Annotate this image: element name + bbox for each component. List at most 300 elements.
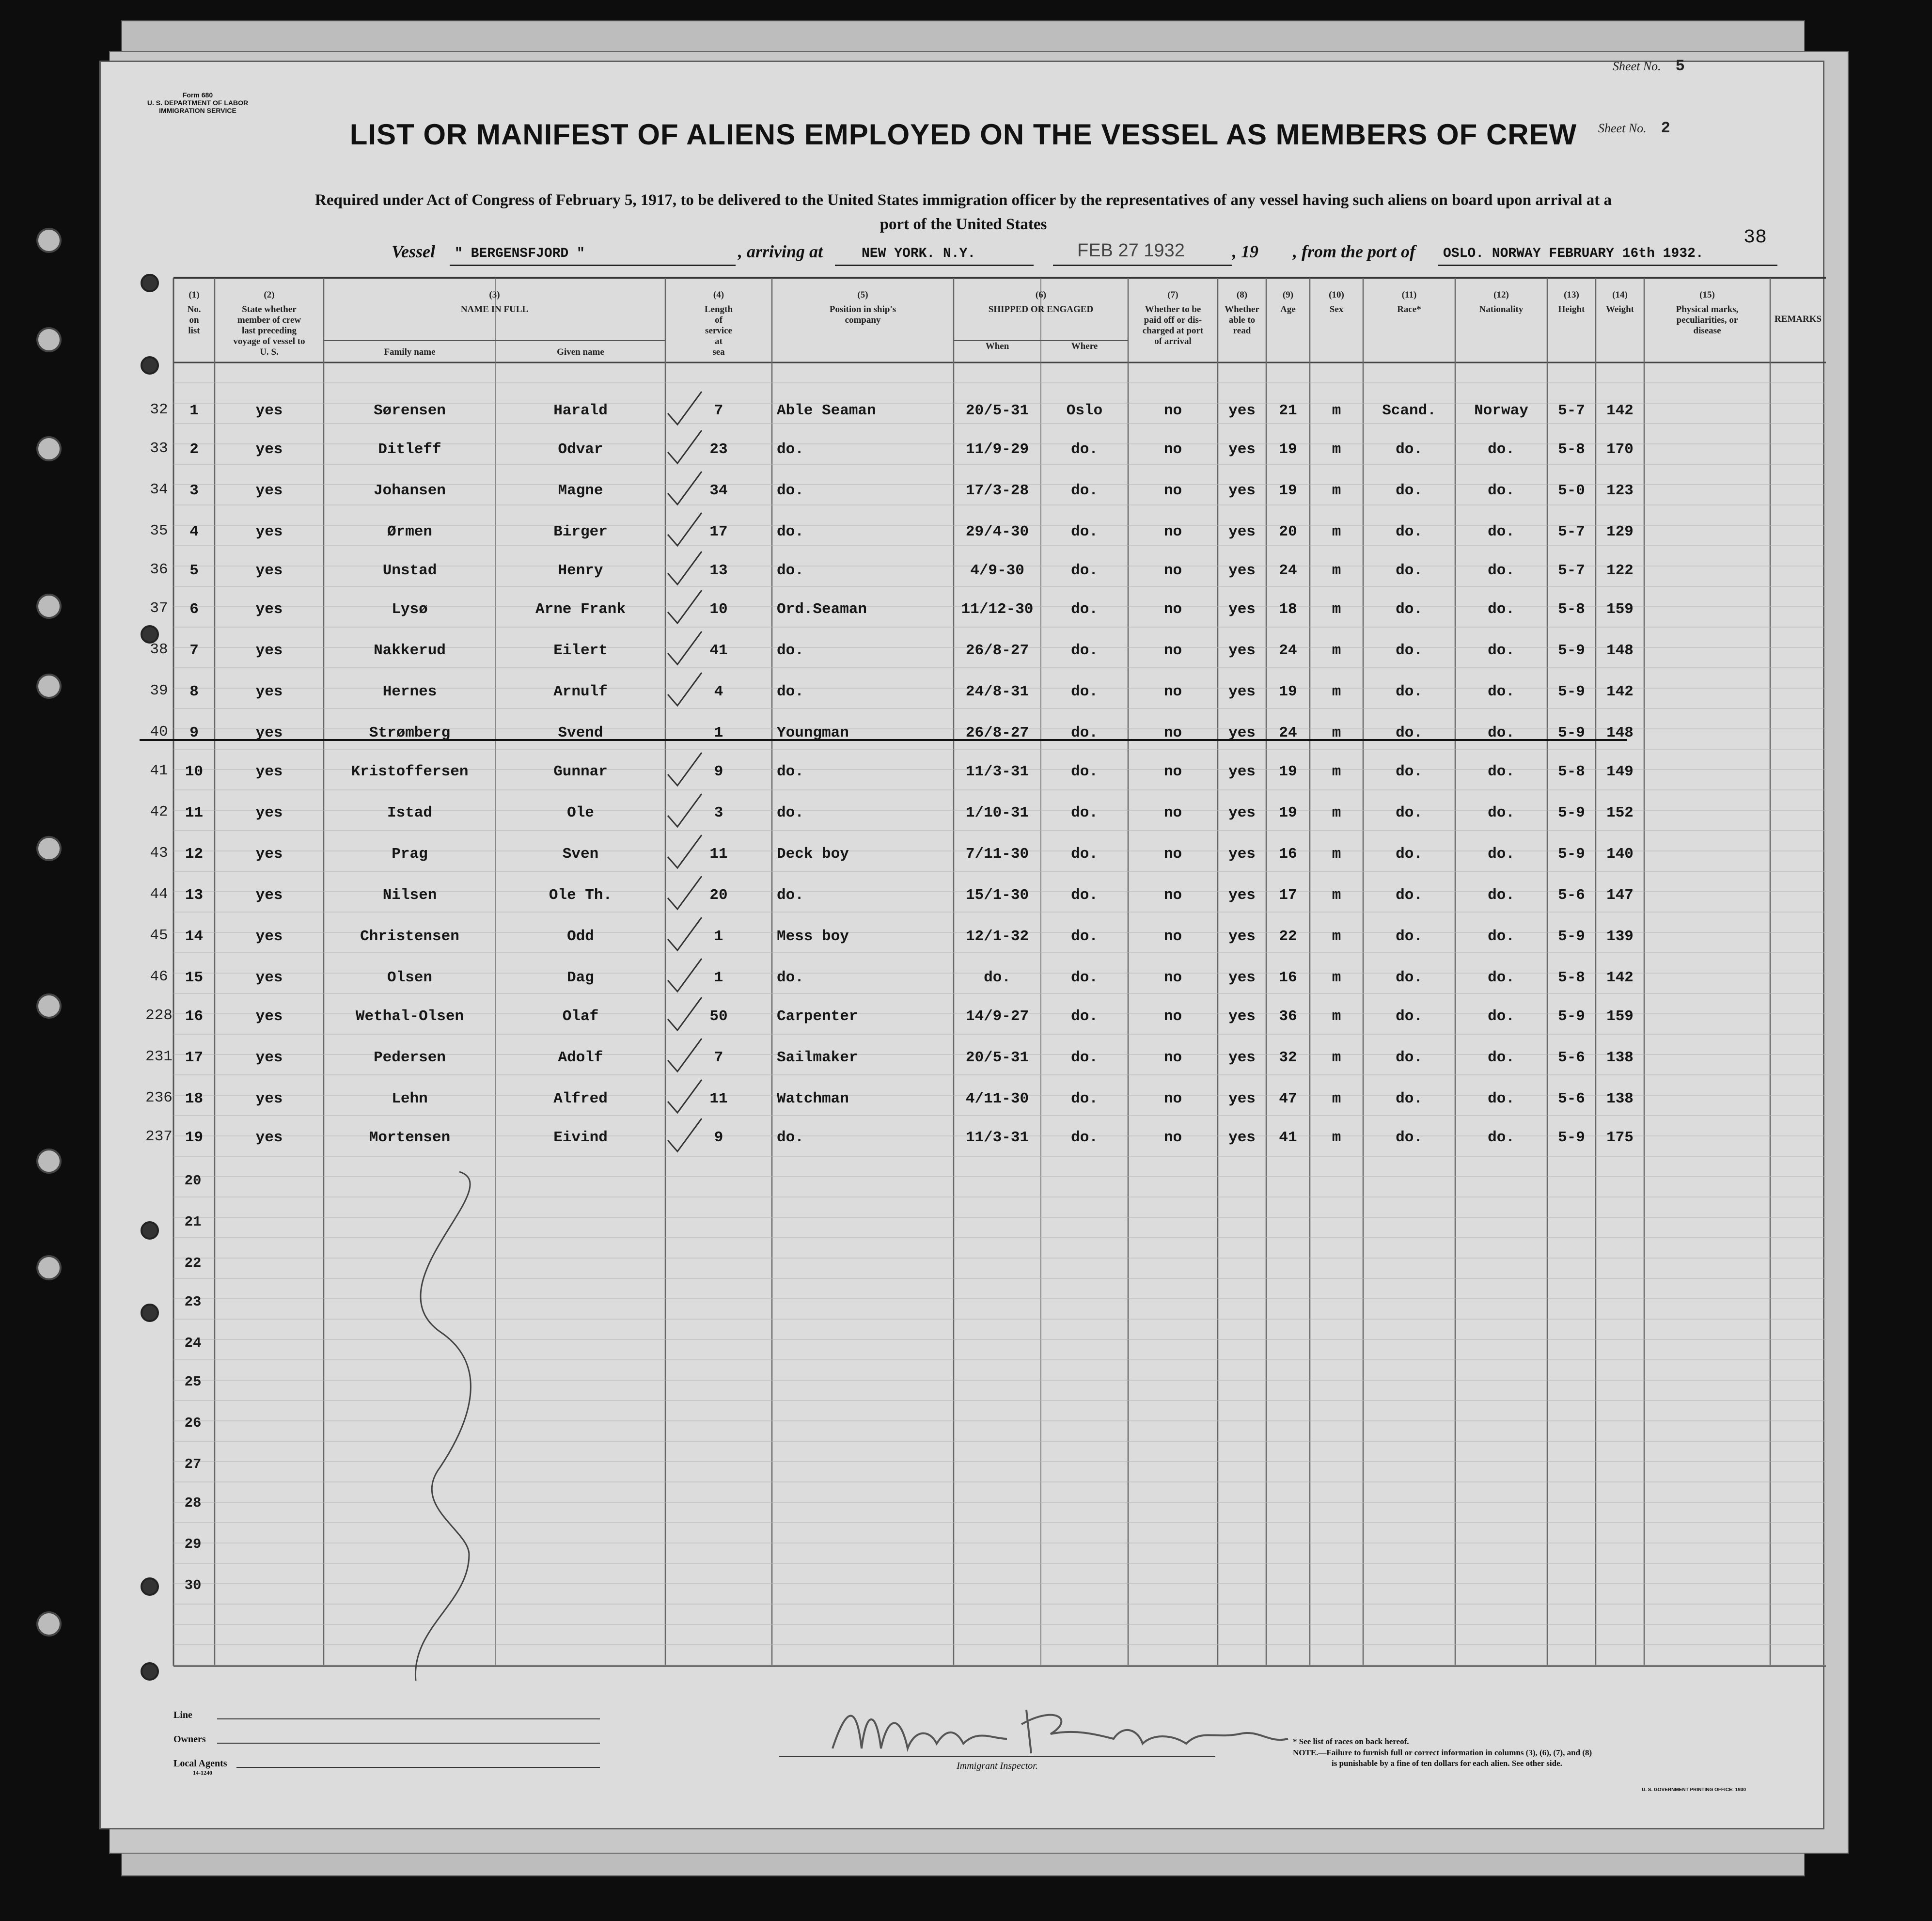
cell-given: Eilert bbox=[553, 642, 608, 659]
cell-ref: 43 bbox=[150, 845, 168, 862]
cell-race: do. bbox=[1396, 846, 1423, 863]
cell-height: 5-9 bbox=[1558, 928, 1585, 945]
cell-paid: no bbox=[1163, 402, 1182, 419]
header-name-in-full: (3) NAME IN FULL bbox=[460, 290, 529, 315]
cell-nat: do. bbox=[1488, 969, 1515, 986]
cell-weight: 148 bbox=[1606, 724, 1634, 741]
cell-sex: m bbox=[1332, 1129, 1341, 1146]
punch-hole bbox=[36, 594, 62, 619]
punch-hole bbox=[36, 1611, 62, 1637]
cell-paid: no bbox=[1163, 441, 1182, 458]
cell-age: 19 bbox=[1279, 482, 1297, 499]
cell-height: 5-8 bbox=[1558, 441, 1585, 458]
void-wavy-line bbox=[415, 1172, 471, 1681]
header-family-name: Family name bbox=[384, 347, 436, 357]
cell-nat: do. bbox=[1488, 804, 1515, 821]
cell-given: Gunnar bbox=[553, 763, 608, 780]
cell-position: Watchman bbox=[777, 1090, 849, 1107]
cell-where: do. bbox=[1071, 1129, 1098, 1146]
cell-where: do. bbox=[1071, 482, 1098, 499]
cell-height: 5-8 bbox=[1558, 601, 1585, 618]
cell-sex: m bbox=[1332, 846, 1341, 863]
cell-family: Hernes bbox=[382, 683, 437, 700]
cell-weight: 175 bbox=[1606, 1129, 1634, 1146]
cell-paid: no bbox=[1163, 562, 1182, 579]
cell-paid: no bbox=[1163, 724, 1182, 741]
cell-race: Scand. bbox=[1382, 402, 1436, 419]
cell-no: 4 bbox=[189, 523, 199, 540]
cell-weight: 159 bbox=[1606, 1008, 1634, 1025]
manifest-grid bbox=[101, 62, 1826, 1831]
cell-weight: 122 bbox=[1606, 562, 1634, 579]
cell-no: 16 bbox=[185, 1008, 204, 1025]
empty-row-number: 27 bbox=[184, 1456, 202, 1472]
cell-nat: do. bbox=[1488, 441, 1515, 458]
cell-ref: 42 bbox=[150, 803, 168, 820]
cell-race: do. bbox=[1396, 601, 1423, 618]
cell-family: Ditleff bbox=[378, 441, 441, 458]
cell-where: do. bbox=[1071, 724, 1098, 741]
cell-no: 6 bbox=[189, 601, 199, 618]
cell-where: do. bbox=[1071, 441, 1098, 458]
cell-family: Ørmen bbox=[387, 523, 432, 540]
header-given-name: Given name bbox=[557, 347, 604, 357]
cell-nat: do. bbox=[1488, 1008, 1515, 1025]
cell-family: Olsen bbox=[387, 969, 432, 986]
cell-when: 7/11-30 bbox=[965, 846, 1029, 863]
cell-given: Alfred bbox=[553, 1090, 608, 1107]
cell-where: do. bbox=[1071, 1008, 1098, 1025]
cell-nat: do. bbox=[1488, 523, 1515, 540]
cell-height: 5-9 bbox=[1558, 724, 1585, 741]
cell-no: 18 bbox=[185, 1090, 204, 1107]
header-length-of-service: (4) Length of service at sea bbox=[704, 290, 733, 357]
cell-height: 5-6 bbox=[1558, 1090, 1585, 1107]
cell-no: 2 bbox=[189, 441, 199, 458]
cell-read: yes bbox=[1228, 642, 1256, 659]
cell-no: 3 bbox=[189, 482, 199, 499]
cell-position: Able Seaman bbox=[777, 402, 876, 419]
cell-age: 47 bbox=[1279, 1090, 1297, 1107]
cell-read: yes bbox=[1228, 402, 1256, 419]
punch-hole bbox=[36, 327, 62, 352]
cell-where: do. bbox=[1071, 1049, 1098, 1066]
header-where: Where bbox=[1071, 341, 1098, 351]
cell-race: do. bbox=[1396, 562, 1423, 579]
cell-paid: no bbox=[1163, 642, 1182, 659]
cell-service: 9 bbox=[714, 1129, 723, 1146]
cell-read: yes bbox=[1228, 1049, 1256, 1066]
cell-weight: 170 bbox=[1606, 441, 1634, 458]
cell-weight: 123 bbox=[1606, 482, 1634, 499]
cell-where: do. bbox=[1071, 683, 1098, 700]
fine-note: NOTE.—Failure to furnish full or correct information in columns (3), (6), (7), and (8) bbox=[1293, 1748, 1592, 1757]
cell-age: 24 bbox=[1279, 642, 1297, 659]
cell-position: Youngman bbox=[777, 724, 849, 741]
empty-row-number: 28 bbox=[184, 1495, 202, 1511]
cell-age: 24 bbox=[1279, 562, 1297, 579]
cell-height: 5-9 bbox=[1558, 1008, 1585, 1025]
cell-age: 17 bbox=[1279, 887, 1297, 904]
cell-when: 4/11-30 bbox=[965, 1090, 1029, 1107]
cell-read: yes bbox=[1228, 763, 1256, 780]
cell-sex: m bbox=[1332, 402, 1341, 419]
cell-no: 13 bbox=[185, 887, 204, 904]
cell-given: Eivind bbox=[553, 1129, 608, 1146]
manifest-page bbox=[99, 57, 1824, 1829]
cell-prev: yes bbox=[255, 402, 283, 419]
cell-nat: do. bbox=[1488, 846, 1515, 863]
header-when: When bbox=[985, 341, 1009, 351]
cell-age: 18 bbox=[1279, 601, 1297, 618]
cell-paid: no bbox=[1163, 683, 1182, 700]
cell-family: Pedersen bbox=[374, 1049, 446, 1066]
cell-age: 24 bbox=[1279, 724, 1297, 741]
cell-ref: 34 bbox=[150, 481, 168, 498]
cell-no: 19 bbox=[185, 1129, 204, 1146]
empty-row-number: 22 bbox=[184, 1255, 202, 1271]
cell-age: 21 bbox=[1279, 402, 1297, 419]
cell-sex: m bbox=[1332, 763, 1341, 780]
cell-sex: m bbox=[1332, 928, 1341, 945]
cell-when: 20/5-31 bbox=[965, 402, 1029, 419]
cell-service: 1 bbox=[714, 724, 723, 741]
cell-sex: m bbox=[1332, 523, 1341, 540]
punch-hole bbox=[141, 1221, 159, 1240]
cell-height: 5-0 bbox=[1558, 482, 1585, 499]
empty-row-number: 26 bbox=[184, 1415, 202, 1431]
cell-family: Strømberg bbox=[369, 724, 451, 741]
header-paid-off: (7) Whether to be paid off or dis- charged at port of arrival bbox=[1142, 290, 1204, 346]
cell-height: 5-9 bbox=[1558, 1129, 1585, 1146]
cell-age: 19 bbox=[1279, 804, 1297, 821]
cell-where: do. bbox=[1071, 523, 1098, 540]
cell-given: Henry bbox=[558, 562, 603, 579]
cell-family: Christensen bbox=[360, 928, 459, 945]
cell-given: Olaf bbox=[562, 1008, 599, 1025]
inspector-signature bbox=[803, 1676, 1361, 1773]
cell-given: Odvar bbox=[558, 441, 603, 458]
cell-sex: m bbox=[1332, 683, 1341, 700]
cell-no: 12 bbox=[185, 846, 204, 863]
empty-row-number: 24 bbox=[184, 1335, 202, 1351]
cell-nat: do. bbox=[1488, 928, 1515, 945]
year-label: , 19 bbox=[1232, 242, 1258, 261]
cell-family: Nakkerud bbox=[374, 642, 446, 659]
cell-read: yes bbox=[1228, 887, 1256, 904]
cell-paid: no bbox=[1163, 969, 1182, 986]
cell-position: do. bbox=[777, 562, 804, 579]
empty-row-number: 30 bbox=[184, 1577, 202, 1593]
cell-read: yes bbox=[1228, 523, 1256, 540]
cell-weight: 142 bbox=[1606, 683, 1634, 700]
cell-given: Harald bbox=[553, 402, 608, 419]
cell-family: Sørensen bbox=[374, 402, 446, 419]
cell-read: yes bbox=[1228, 562, 1256, 579]
cell-sex: m bbox=[1332, 1090, 1341, 1107]
cell-race: do. bbox=[1396, 683, 1423, 700]
cell-race: do. bbox=[1396, 1129, 1423, 1146]
cell-prev: yes bbox=[255, 928, 283, 945]
cell-family: Lehn bbox=[392, 1090, 428, 1107]
cell-service: 9 bbox=[714, 763, 723, 780]
sheet-number: Sheet No. 2 bbox=[1598, 119, 1670, 137]
cell-paid: no bbox=[1163, 523, 1182, 540]
cell-ref: 36 bbox=[150, 561, 168, 578]
punch-hole bbox=[36, 674, 62, 699]
line-field: Line bbox=[173, 1710, 192, 1721]
cell-position: Sailmaker bbox=[777, 1049, 858, 1066]
cell-where: do. bbox=[1071, 1090, 1098, 1107]
punch-hole bbox=[36, 436, 62, 461]
cell-read: yes bbox=[1228, 482, 1256, 499]
cell-sex: m bbox=[1332, 804, 1341, 821]
cell-ref: 44 bbox=[150, 886, 168, 903]
cell-given: Ole bbox=[567, 804, 594, 821]
cell-family: Prag bbox=[392, 846, 428, 863]
cell-position: do. bbox=[777, 683, 804, 700]
cell-ref: 46 bbox=[150, 968, 168, 985]
cell-service: 11 bbox=[709, 1090, 728, 1107]
cell-position: Ord.Seaman bbox=[777, 601, 867, 618]
cell-no: 15 bbox=[185, 969, 204, 986]
races-note: * See list of races on back hereof. bbox=[1293, 1737, 1409, 1746]
cell-race: do. bbox=[1396, 1049, 1423, 1066]
cell-paid: no bbox=[1163, 1129, 1182, 1146]
cell-where: do. bbox=[1071, 642, 1098, 659]
cell-when: 20/5-31 bbox=[965, 1049, 1029, 1066]
cell-paid: no bbox=[1163, 928, 1182, 945]
cell-position: Deck boy bbox=[777, 846, 849, 863]
cell-prev: yes bbox=[255, 1090, 283, 1107]
cell-weight: 159 bbox=[1606, 601, 1634, 618]
cell-read: yes bbox=[1228, 846, 1256, 863]
cell-prev: yes bbox=[255, 523, 283, 540]
fine-note-continued: is punishable by a fine of ten dollars for each alien. See other side. bbox=[1332, 1759, 1562, 1768]
cell-sex: m bbox=[1332, 441, 1341, 458]
cell-prev: yes bbox=[255, 482, 283, 499]
cell-no: 5 bbox=[189, 562, 199, 579]
cell-read: yes bbox=[1228, 1008, 1256, 1025]
cell-ref: 39 bbox=[150, 682, 168, 699]
cell-family: Wethal-Olsen bbox=[355, 1008, 464, 1025]
cell-where: do. bbox=[1071, 928, 1098, 945]
cell-height: 5-8 bbox=[1558, 969, 1585, 986]
cell-position: do. bbox=[777, 523, 804, 540]
cell-service: 34 bbox=[709, 482, 728, 499]
cell-prev: yes bbox=[255, 642, 283, 659]
cell-height: 5-7 bbox=[1558, 562, 1585, 579]
cell-given: Birger bbox=[553, 523, 608, 540]
cell-family: Unstad bbox=[382, 562, 437, 579]
cell-given: Odd bbox=[567, 928, 594, 945]
cell-race: do. bbox=[1396, 969, 1423, 986]
cell-position: do. bbox=[777, 763, 804, 780]
cell-weight: 139 bbox=[1606, 928, 1634, 945]
cell-where: do. bbox=[1071, 804, 1098, 821]
cell-service: 7 bbox=[714, 1049, 723, 1066]
cell-height: 5-9 bbox=[1558, 804, 1585, 821]
cell-sex: m bbox=[1332, 887, 1341, 904]
cell-race: do. bbox=[1396, 724, 1423, 741]
punch-hole bbox=[141, 625, 159, 644]
arriving-port: NEW YORK. N.Y. bbox=[862, 246, 976, 261]
cell-family: Lysø bbox=[392, 601, 428, 618]
cell-weight: 142 bbox=[1606, 969, 1634, 986]
cell-nat: do. bbox=[1488, 1090, 1515, 1107]
header-shipped-engaged: (6) SHIPPED OR ENGAGED bbox=[988, 290, 1094, 315]
cell-weight: 149 bbox=[1606, 763, 1634, 780]
cell-nat: do. bbox=[1488, 601, 1515, 618]
cell-ref: 228 bbox=[145, 1007, 173, 1024]
cell-service: 11 bbox=[709, 846, 728, 863]
cell-age: 19 bbox=[1279, 441, 1297, 458]
cell-no: 9 bbox=[189, 724, 199, 741]
cell-weight: 147 bbox=[1606, 887, 1634, 904]
from-port: OSLO. NORWAY FEBRUARY 16th 1932. bbox=[1443, 246, 1704, 261]
cell-where: Oslo bbox=[1066, 402, 1103, 419]
cell-age: 19 bbox=[1279, 683, 1297, 700]
cell-when: 15/1-30 bbox=[965, 887, 1029, 904]
cell-weight: 148 bbox=[1606, 642, 1634, 659]
cell-where: do. bbox=[1071, 846, 1098, 863]
cell-when: 11/9-29 bbox=[965, 441, 1029, 458]
strike-through-line bbox=[140, 739, 1627, 741]
cell-when: 29/4-30 bbox=[965, 523, 1029, 540]
cell-position: do. bbox=[777, 482, 804, 499]
cell-service: 13 bbox=[709, 562, 728, 579]
punch-hole bbox=[141, 356, 159, 375]
cell-weight: 138 bbox=[1606, 1090, 1634, 1107]
punch-hole bbox=[141, 274, 159, 292]
cell-nat: do. bbox=[1488, 1049, 1515, 1066]
cell-age: 16 bbox=[1279, 969, 1297, 986]
header-prev-voyage: (2) State whether member of crew last preceding voyage of vessel to U. S. bbox=[233, 290, 305, 357]
cell-prev: yes bbox=[255, 1049, 283, 1066]
cell-race: do. bbox=[1396, 441, 1423, 458]
cell-service: 1 bbox=[714, 928, 723, 945]
punch-hole bbox=[36, 1255, 62, 1280]
page-number: 38 bbox=[1744, 227, 1767, 249]
empty-row-number: 29 bbox=[184, 1536, 202, 1552]
cell-weight: 129 bbox=[1606, 523, 1634, 540]
cell-where: do. bbox=[1071, 969, 1098, 986]
cell-service: 23 bbox=[709, 441, 728, 458]
cell-height: 5-7 bbox=[1558, 523, 1585, 540]
cell-service: 7 bbox=[714, 402, 723, 419]
cell-service: 50 bbox=[709, 1008, 728, 1025]
cell-prev: yes bbox=[255, 683, 283, 700]
cell-weight: 138 bbox=[1606, 1049, 1634, 1066]
cell-when: 4/9-30 bbox=[970, 562, 1024, 579]
cell-read: yes bbox=[1228, 969, 1256, 986]
cell-prev: yes bbox=[255, 724, 283, 741]
cell-service: 41 bbox=[709, 642, 728, 659]
page-title: LIST OR MANIFEST OF ALIENS EMPLOYED ON THE VESSEL AS MEMBERS OF CREW bbox=[349, 118, 1577, 151]
header-no-on-list: (1) No. on list bbox=[187, 290, 201, 336]
cell-ref: 231 bbox=[145, 1048, 173, 1065]
sheet-number-top: Sheet No. 5 bbox=[1613, 57, 1685, 75]
cell-nat: do. bbox=[1488, 482, 1515, 499]
cell-prev: yes bbox=[255, 804, 283, 821]
empty-row-number: 20 bbox=[184, 1173, 202, 1189]
cell-where: do. bbox=[1071, 562, 1098, 579]
cell-prev: yes bbox=[255, 1129, 283, 1146]
cell-race: do. bbox=[1396, 1008, 1423, 1025]
cell-service: 17 bbox=[709, 523, 728, 540]
cell-position: Carpenter bbox=[777, 1008, 858, 1025]
cell-read: yes bbox=[1228, 441, 1256, 458]
cell-read: yes bbox=[1228, 1129, 1256, 1146]
cell-prev: yes bbox=[255, 969, 283, 986]
cell-read: yes bbox=[1228, 1090, 1256, 1107]
cell-nat: do. bbox=[1488, 887, 1515, 904]
empty-row-number: 21 bbox=[184, 1214, 202, 1230]
cell-no: 10 bbox=[185, 763, 204, 780]
cell-age: 32 bbox=[1279, 1049, 1297, 1066]
cell-weight: 142 bbox=[1606, 402, 1634, 419]
cell-nat: do. bbox=[1488, 683, 1515, 700]
cell-given: Dag bbox=[567, 969, 594, 986]
cell-when: 24/8-31 bbox=[965, 683, 1029, 700]
cell-read: yes bbox=[1228, 683, 1256, 700]
cell-paid: no bbox=[1163, 1008, 1182, 1025]
cell-nat: do. bbox=[1488, 724, 1515, 741]
header-height: (13) Height bbox=[1558, 290, 1585, 315]
cell-age: 19 bbox=[1279, 763, 1297, 780]
cell-ref: 35 bbox=[150, 522, 168, 539]
cell-ref: 40 bbox=[150, 724, 168, 740]
cell-family: Kristoffersen bbox=[351, 763, 469, 780]
cell-service: 10 bbox=[709, 601, 728, 618]
cell-when: 12/1-32 bbox=[965, 928, 1029, 945]
punch-hole bbox=[36, 836, 62, 861]
cell-height: 5-7 bbox=[1558, 402, 1585, 419]
cell-service: 4 bbox=[714, 683, 723, 700]
cell-height: 5-9 bbox=[1558, 683, 1585, 700]
cell-when: 1/10-31 bbox=[965, 804, 1029, 821]
cell-when: 11/3-31 bbox=[965, 763, 1029, 780]
cell-given: Ole Th. bbox=[549, 887, 613, 904]
printer-imprint: U. S. GOVERNMENT PRINTING OFFICE: 1930 bbox=[1642, 1787, 1746, 1793]
cell-height: 5-9 bbox=[1558, 846, 1585, 863]
cell-age: 41 bbox=[1279, 1129, 1297, 1146]
cell-family: Mortensen bbox=[369, 1129, 451, 1146]
cell-when: 26/8-27 bbox=[965, 724, 1029, 741]
cell-prev: yes bbox=[255, 846, 283, 863]
cell-height: 5-8 bbox=[1558, 763, 1585, 780]
cell-prev: yes bbox=[255, 441, 283, 458]
cell-when: 11/3-31 bbox=[965, 1129, 1029, 1146]
cell-position: do. bbox=[777, 1129, 804, 1146]
header-race: (11) Race* bbox=[1397, 290, 1421, 315]
cell-race: do. bbox=[1396, 1090, 1423, 1107]
cell-read: yes bbox=[1228, 724, 1256, 741]
cell-weight: 140 bbox=[1606, 846, 1634, 863]
cell-no: 1 bbox=[189, 402, 199, 419]
cell-family: Istad bbox=[387, 804, 432, 821]
cell-paid: no bbox=[1163, 1090, 1182, 1107]
cell-given: Adolf bbox=[558, 1049, 603, 1066]
punch-hole bbox=[141, 1304, 159, 1322]
cell-position: do. bbox=[777, 642, 804, 659]
header-nationality: (12) Nationality bbox=[1479, 290, 1524, 315]
cell-height: 5-6 bbox=[1558, 887, 1585, 904]
cell-no: 11 bbox=[185, 804, 204, 821]
cell-position: do. bbox=[777, 804, 804, 821]
cell-nat: do. bbox=[1488, 642, 1515, 659]
cell-age: 16 bbox=[1279, 846, 1297, 863]
